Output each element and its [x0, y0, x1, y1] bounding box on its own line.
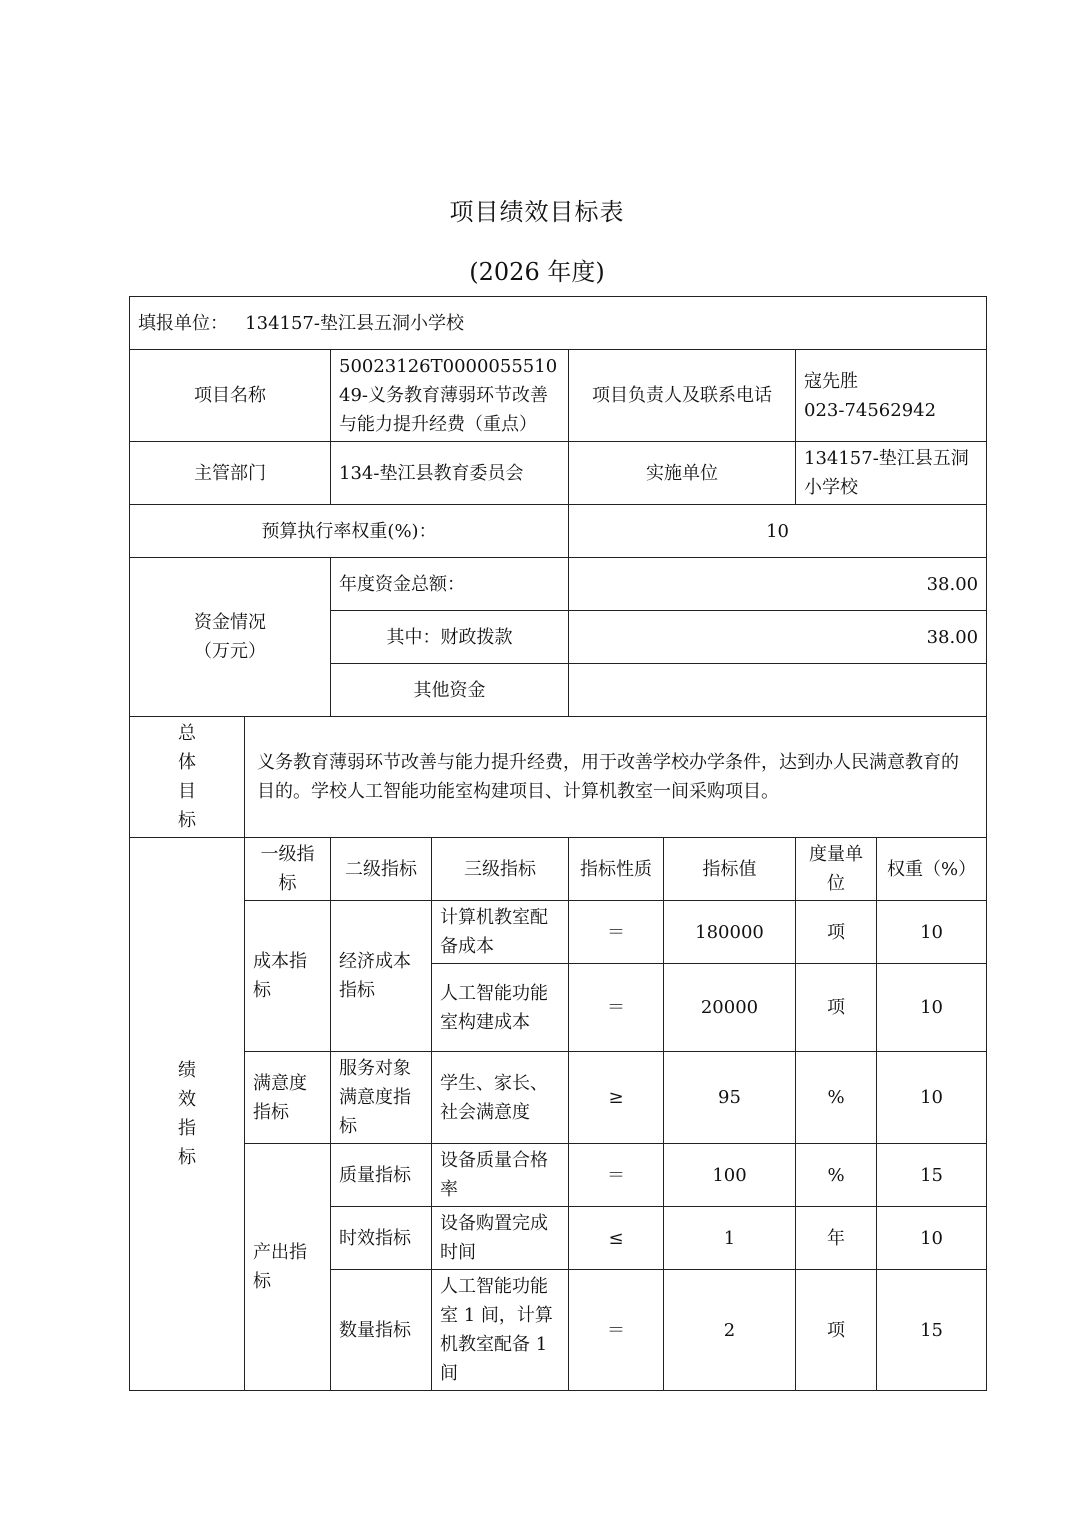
indicators-label-char: 效: [178, 1089, 196, 1110]
indicators-label-char: 指: [178, 1118, 196, 1139]
funds-total-value: 38.00: [569, 558, 987, 611]
overall-goal-label: [130, 717, 245, 838]
level1-cell: 产出指标: [245, 1144, 331, 1391]
reporting-unit-cell: [130, 297, 987, 350]
col-header-unit: 度量单位: [796, 838, 877, 901]
table-row: [130, 1144, 987, 1207]
nature-cell: ≥: [569, 1052, 664, 1144]
page-title: 项目绩效目标表: [449, 198, 625, 226]
overall-goal-text: 义务教育薄弱环节改善与能力提升经费，用于改善学校办学条件，达到办人民满意教育的目的。学校人工智能功能室构建项目、计算机教室一间采购项目。: [245, 717, 987, 838]
level3-cell: 人工智能功能室 1 间，计算机教室配备 1 间: [432, 1270, 569, 1391]
indicators-label-char: 标: [178, 1147, 196, 1168]
weight-cell: 10: [877, 964, 987, 1052]
dept-value: 134-垫江县教育委员会: [331, 442, 569, 505]
nature-cell: ≤: [569, 1207, 664, 1270]
impl-unit-label: 实施单位: [569, 442, 796, 505]
level2-cell: 数量指标: [331, 1270, 432, 1391]
unit-cell: %: [796, 1052, 877, 1144]
col-header-value: 指标值: [664, 838, 796, 901]
level3-cell: 学生、家长、社会满意度: [432, 1052, 569, 1144]
weight-cell: 15: [877, 1270, 987, 1391]
value-cell: 1: [664, 1207, 796, 1270]
level2-cell: 时效指标: [331, 1207, 432, 1270]
reporting-unit-value: 134157-垫江县五洞小学校: [245, 312, 464, 334]
table-row: [130, 901, 987, 964]
nature-cell: ＝: [569, 964, 664, 1052]
level3-cell: 计算机教室配备成本: [432, 901, 569, 964]
weight-cell: 10: [877, 901, 987, 964]
budget-weight-label: 预算执行率权重(%)：: [130, 505, 569, 558]
table-row: [130, 1052, 987, 1144]
nature-cell: ＝: [569, 1270, 664, 1391]
funds-label: 资金情况: [194, 612, 266, 633]
indicators-label-char: 绩: [178, 1060, 196, 1081]
col-header-level1: 一级指标: [245, 838, 331, 901]
level2-cell: 经济成本指标: [331, 901, 432, 1052]
unit-cell: 项: [796, 1270, 877, 1391]
budget-weight-value: 10: [569, 505, 987, 558]
impl-unit-value: 134157-垫江县五洞小学校: [796, 442, 987, 505]
reporting-unit-label: 填报单位：: [138, 312, 228, 334]
overall-goal-label-char: 体: [178, 752, 196, 773]
level3-cell: 设备质量合格率: [432, 1144, 569, 1207]
funds-other-value: [569, 664, 987, 717]
contact-value-cell: [796, 350, 987, 442]
level3-cell: 人工智能功能室构建成本: [432, 964, 569, 1052]
unit-cell: 项: [796, 901, 877, 964]
dept-label: 主管部门: [130, 442, 331, 505]
unit-cell: %: [796, 1144, 877, 1207]
project-name-label: 项目名称: [130, 350, 331, 442]
project-name-value: 50023126T000005551049-义务教育薄弱环节改善与能力提升经费（重点）: [331, 350, 569, 442]
col-header-nature: 指标性质: [569, 838, 664, 901]
contact-name: 寇先胜: [804, 370, 858, 392]
value-cell: 20000: [664, 964, 796, 1052]
funds-label-cell: [130, 558, 331, 717]
funds-other-label: 其他资金: [331, 664, 569, 717]
level1-cell: 满意度指标: [245, 1052, 331, 1144]
page-subtitle-year: (2026 年度): [469, 258, 605, 286]
level3-cell: 设备购置完成时间: [432, 1207, 569, 1270]
overall-goal-label-char: 总: [178, 723, 196, 744]
overall-goal-label-char: 目: [178, 781, 196, 802]
nature-cell: ＝: [569, 901, 664, 964]
overall-goal-label-char: 标: [178, 810, 196, 831]
funds-unit: （万元）: [194, 641, 266, 662]
level2-cell: 服务对象满意度指标: [331, 1052, 432, 1144]
contact-phone: 023-74562942: [804, 399, 937, 421]
value-cell: 95: [664, 1052, 796, 1144]
value-cell: 180000: [664, 901, 796, 964]
funds-fiscal-value: 38.00: [569, 611, 987, 664]
unit-cell: 年: [796, 1207, 877, 1270]
funds-total-label: 年度资金总额：: [331, 558, 569, 611]
contact-label: 项目负责人及联系电话: [569, 350, 796, 442]
performance-goal-table: [129, 296, 987, 1391]
unit-cell: 项: [796, 964, 877, 1052]
value-cell: 2: [664, 1270, 796, 1391]
col-header-weight: 权重（%）: [877, 838, 987, 901]
level1-cell: 成本指标: [245, 901, 331, 1052]
nature-cell: ＝: [569, 1144, 664, 1207]
weight-cell: 15: [877, 1144, 987, 1207]
weight-cell: 10: [877, 1052, 987, 1144]
value-cell: 100: [664, 1144, 796, 1207]
col-header-level3: 三级指标: [432, 838, 569, 901]
performance-indicators-label: [130, 838, 245, 1391]
level2-cell: 质量指标: [331, 1144, 432, 1207]
col-header-level2: 二级指标: [331, 838, 432, 901]
funds-fiscal-label: 其中：财政拨款: [331, 611, 569, 664]
weight-cell: 10: [877, 1207, 987, 1270]
